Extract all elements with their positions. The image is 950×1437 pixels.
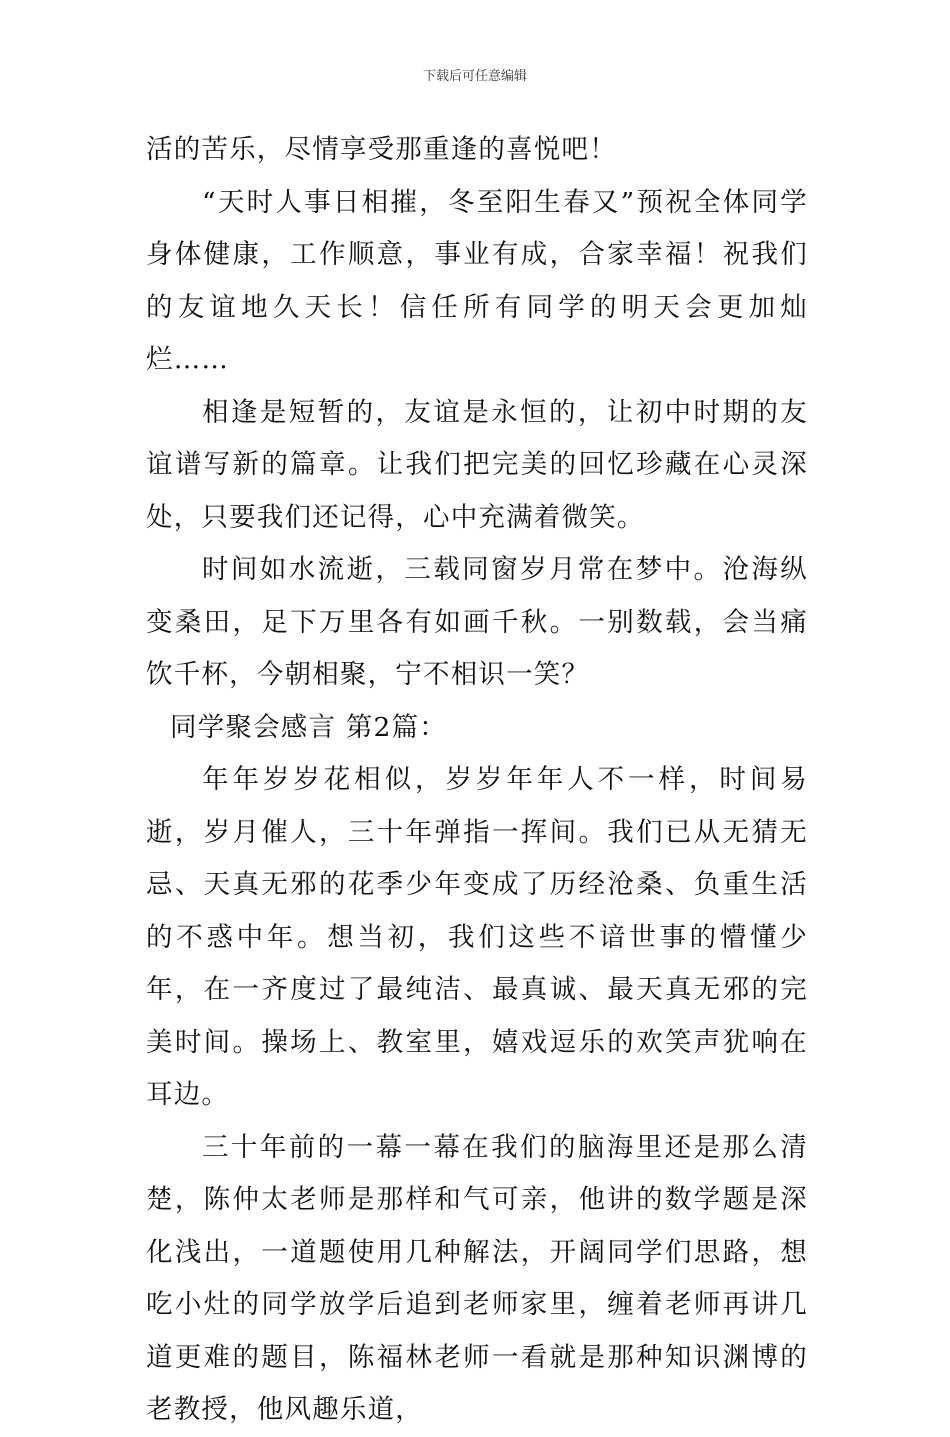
paragraph-continuation: 活的苦乐，尽情享受那重逢的喜悦吧！ — [146, 134, 617, 165]
paragraph-teachers: 三十年前的一幕一幕在我们的脑海里还是那么清楚，陈仲太老师是那样和气可亲，他讲的数学题是深化浅出，一道题使用几种解法，开阔同学们思路，想吃小灶的同学放学后追到老师家里，缠着老师再讲几道更难的题目，陈福林老师一看就是那种知识渊博的老教授，他风趣乐道， — [146, 1131, 808, 1425]
paragraph-friendship: 相逢是短暂的，友谊是永恒的，让初中时期的友谊谱写新的篇章。让我们把完美的回忆珍藏在心灵深处，只要我们还记得，心中充满着微笑。 — [146, 396, 808, 533]
paragraph-wishes: “天时人事日相摧，冬至阳生春又”预祝全体同学身体健康，工作顺意，事业有成，合家幸福！祝我们的友谊地久天长！信任所有同学的明天会更加灿烂…… — [146, 186, 808, 375]
paragraph-years: 年年岁岁花相似，岁岁年年人不一样，时间易逝，岁月催人，三十年弹指一挥间。我们已从无猜无忌、天真无邪的花季少年变成了历经沧桑、负重生活的不惑中年。想当初，我们这些不谙世事的懵懂少年，在一齐度过了最纯洁、最真诚、最天真无邪的完美时间。操场上、教室里，嬉戏逗乐的欢笑声犹响在耳边。 — [146, 764, 808, 1110]
document-body — [146, 124, 808, 1437]
paragraph-time: 时间如水流逝，三载同窗岁月常在梦中。沧海纵变桑田，足下万里各有如画千秋。一别数载，会当痛饮千杯，今朝相聚，宁不相识一笑？ — [146, 554, 808, 690]
page-header: 下载后可任意编辑 — [422, 69, 527, 84]
section-heading: 同学聚会感言 第2篇： — [170, 711, 447, 743]
